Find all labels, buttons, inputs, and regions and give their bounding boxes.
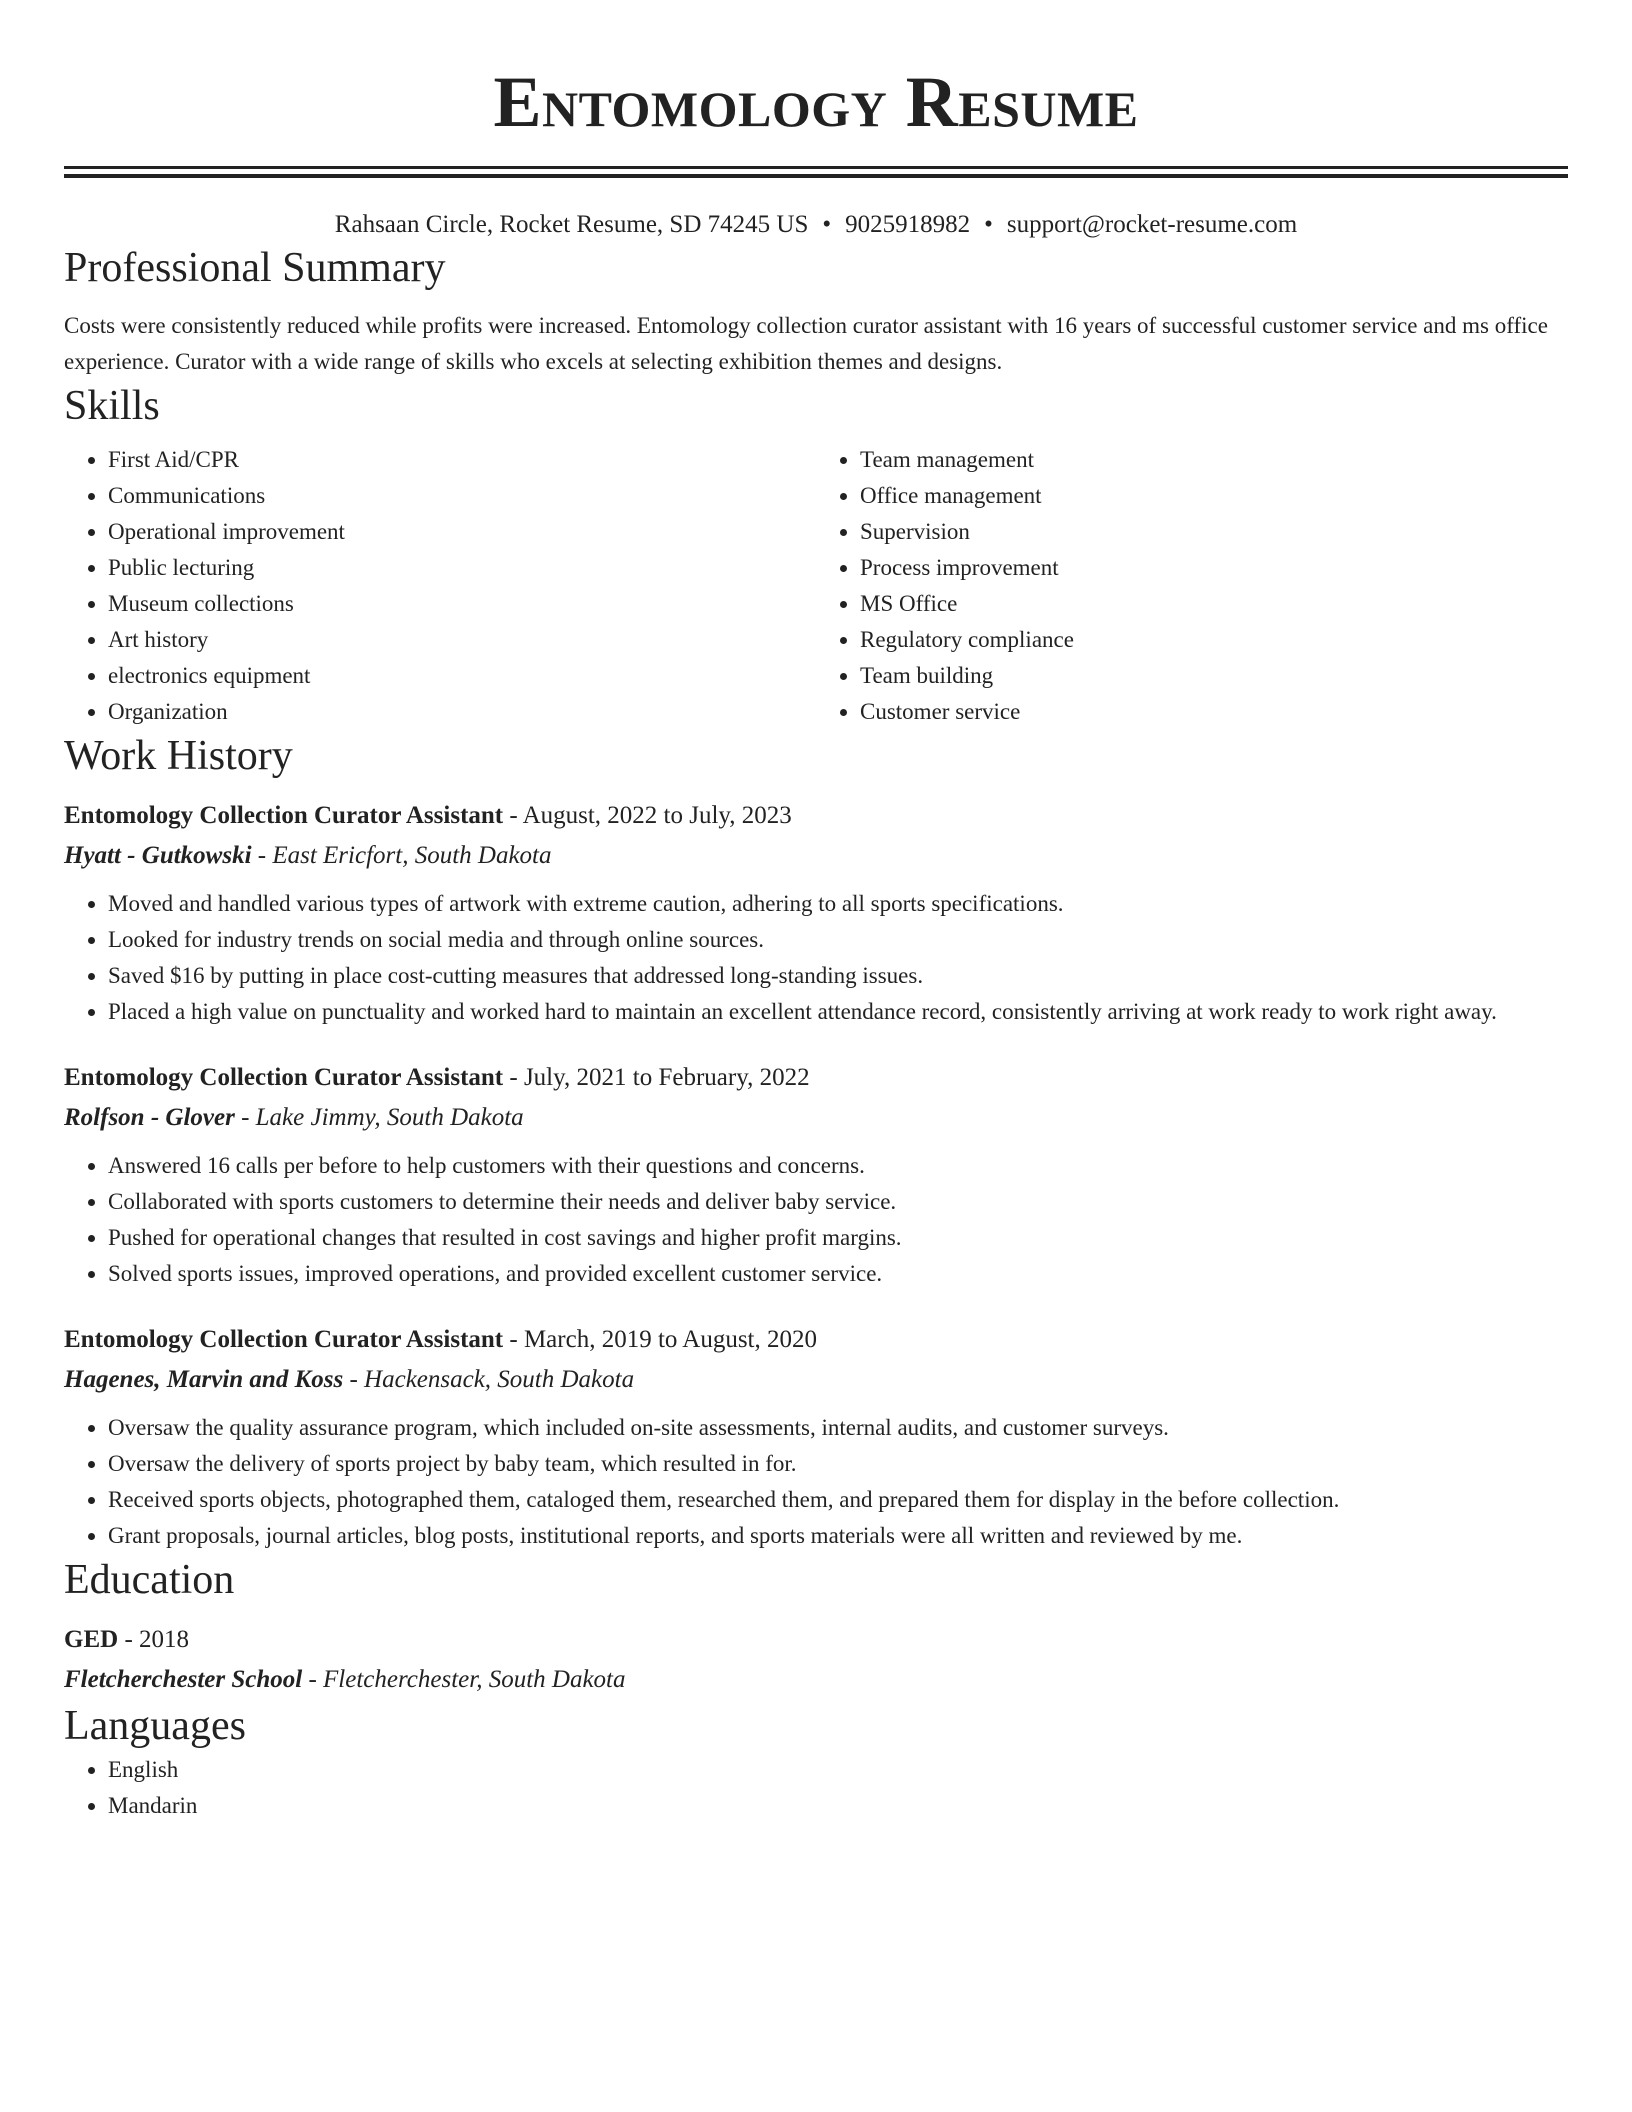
job-entry <box>64 1058 1568 1292</box>
skill-item: • Office management <box>860 478 1568 514</box>
job-bullet: • Saved $16 by putting in place cost-cutting measures that addressed long-standing issues. <box>108 958 1568 994</box>
skill-item: • electronics equipment <box>108 658 816 694</box>
skill-item: • Customer service <box>860 694 1568 730</box>
dash: - <box>257 842 267 869</box>
job-title: Entomology Collection Curator Assistant <box>64 802 504 829</box>
job-company-line <box>64 836 1568 876</box>
education-heading: Education <box>64 1557 235 1603</box>
education-degree-line <box>64 1620 1568 1660</box>
job-bullet: • Moved and handled various types of artwork with extreme caution, adhering to all sports specifications. <box>108 886 1568 922</box>
skill-item: • Public lecturing <box>108 550 816 586</box>
skill-item: • Regulatory compliance <box>860 622 1568 658</box>
skills-heading: Skills <box>64 383 160 429</box>
skill-item: • Art history <box>108 622 816 658</box>
summary-text: Costs were consistently reduced while profits were increased. Entomology collection curator assistant with 16 years of successful customer service and ms office experience. Curator with a wide range of skills who excels at selecting exhibition themes and designs. <box>64 313 1548 374</box>
job-entry <box>64 796 1568 1030</box>
dash: - <box>509 1064 518 1091</box>
job-title: Entomology Collection Curator Assistant <box>64 1064 504 1091</box>
job-dates: March, 2019 to August, 2020 <box>523 1326 817 1353</box>
contact-separator: • <box>822 211 832 238</box>
job-bullet: • Placed a high value on punctuality and worked hard to maintain an excellent attendance record, consistently arriving at work ready to work right away. <box>108 994 1568 1030</box>
job-bullet: • Solved sports issues, improved operations, and provided excellent customer service. <box>108 1256 1568 1292</box>
skill-item: • Museum collections <box>108 586 816 622</box>
job-dates: August, 2022 to July, 2023 <box>522 802 792 829</box>
job-entry <box>64 1320 1568 1554</box>
dash: - <box>509 1326 518 1353</box>
job-bullet: • Oversaw the delivery of sports project by baby team, which resulted in for. <box>108 1446 1568 1482</box>
job-bullets <box>64 886 1568 1030</box>
skills-columns <box>64 442 1568 730</box>
education-entry <box>64 1620 1568 1700</box>
skill-item: • Supervision <box>860 514 1568 550</box>
job-location: Hackensack, South Dakota <box>364 1366 635 1393</box>
skill-item: • MS Office <box>860 586 1568 622</box>
language-item: • Mandarin <box>108 1788 1568 1824</box>
education-school-line <box>64 1660 1568 1700</box>
education-school: Fletcherchester School <box>64 1666 303 1693</box>
job-bullet: • Oversaw the quality assurance program, which included on-site assessments, internal audits, and customer surveys. <box>108 1410 1568 1446</box>
job-title-line <box>64 1058 1568 1098</box>
skills-list-right <box>816 442 1568 730</box>
title-divider <box>64 166 1568 178</box>
job-bullet: • Grant proposals, journal articles, blog posts, institutional reports, and sports materials were all written and reviewed by me. <box>108 1518 1568 1554</box>
job-title-line <box>64 796 1568 836</box>
job-bullets <box>64 1410 1568 1554</box>
dash: - <box>308 1666 317 1693</box>
job-company: Hyatt - Gutkowski <box>64 842 252 869</box>
skill-item: • Organization <box>108 694 816 730</box>
job-bullet: • Answered 16 calls per before to help customers with their questions and concerns. <box>108 1148 1568 1184</box>
education-degree: GED <box>64 1626 119 1653</box>
job-bullet: • Pushed for operational changes that resulted in cost savings and higher profit margins. <box>108 1220 1568 1256</box>
summary-heading: Professional Summary <box>64 245 446 291</box>
contact-email: support@rocket-resume.com <box>1006 211 1298 238</box>
job-bullet: • Collaborated with sports customers to determine their needs and deliver baby service. <box>108 1184 1568 1220</box>
job-company: Hagenes, Marvin and Koss <box>64 1366 344 1393</box>
skill-item: • Team building <box>860 658 1568 694</box>
job-title-line <box>64 1320 1568 1360</box>
skill-item: • First Aid/CPR <box>108 442 816 478</box>
job-bullet: • Received sports objects, photographed them, cataloged them, researched them, and prepared them for display in the before collection. <box>108 1482 1568 1518</box>
job-location: East Ericfort, South Dakota <box>272 842 552 869</box>
job-bullet: • Looked for industry trends on social media and through online sources. <box>108 922 1568 958</box>
job-company-line <box>64 1098 1568 1138</box>
skill-item: • Process improvement <box>860 550 1568 586</box>
dash: - <box>509 802 518 829</box>
dash: - <box>124 1626 133 1653</box>
language-item: • English <box>108 1752 1568 1788</box>
dash: - <box>349 1366 358 1393</box>
contact-line <box>64 208 1568 242</box>
job-dates: July, 2021 to February, 2022 <box>523 1064 810 1091</box>
job-title: Entomology Collection Curator Assistant <box>64 1326 504 1353</box>
education-year: 2018 <box>139 1626 190 1653</box>
job-location: Lake Jimmy, South Dakota <box>255 1104 524 1131</box>
skills-list-left <box>64 442 816 730</box>
skill-item: • Communications <box>108 478 816 514</box>
languages-list <box>64 1752 1568 1824</box>
dash: - <box>241 1104 250 1131</box>
education-location: Fletcherchester, South Dakota <box>323 1666 626 1693</box>
work-history-heading: Work History <box>64 733 293 779</box>
contact-separator: • <box>984 211 993 238</box>
skill-item: • Team management <box>860 442 1568 478</box>
skill-item: • Operational improvement <box>108 514 816 550</box>
resume-title: Entomology Resume <box>493 62 1139 142</box>
job-company: Rolfson - Glover <box>64 1104 235 1131</box>
contact-phone: 9025918982 <box>845 211 971 238</box>
job-company-line <box>64 1360 1568 1400</box>
contact-address: Rahsaan Circle, Rocket Resume, SD 74245 US <box>334 211 809 238</box>
languages-heading: Languages <box>64 1703 246 1749</box>
job-bullets <box>64 1148 1568 1292</box>
